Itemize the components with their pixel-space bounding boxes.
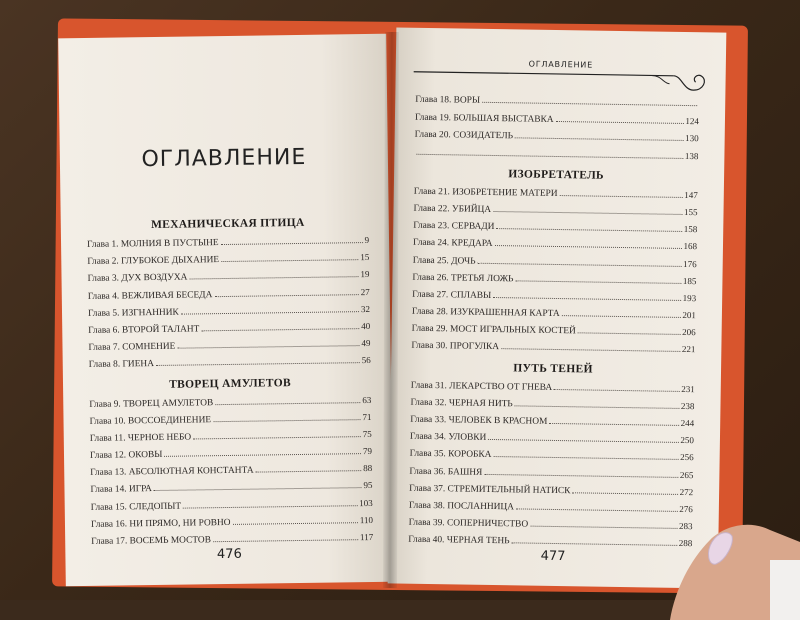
chapter-page-number: 238 (680, 400, 695, 411)
chapter-page-number: 71 (362, 411, 372, 422)
chapter-page-number: 158 (683, 224, 698, 235)
chapter-title: Глава 4. ВЕЖЛИВАЯ БЕСЕДА (87, 289, 213, 302)
chapter-title: Глава 39. СОПЕРНИЧЕСТВО (408, 517, 529, 530)
chapter-page-number: 138 (684, 150, 699, 161)
chapter-page-number: 201 (682, 310, 696, 321)
dot-leader (515, 280, 681, 284)
finger-icon (650, 520, 800, 620)
page-number-right: 477 (540, 548, 566, 565)
toc-list-left (87, 210, 374, 550)
chapter-page-number: 9 (364, 234, 370, 246)
page-number-left: 476 (216, 546, 242, 563)
chapter-title: Глава 36. БАШНЯ (409, 466, 483, 478)
chapter-title: Глава 20. СОЗИДАТЕЛЬ (414, 130, 514, 142)
right-page (388, 27, 727, 588)
chapter-title: Глава 13. АБСОЛЮТНАЯ КОНСТАНТА (90, 465, 254, 479)
chapter-title: Глава 19. БОЛЬШАЯ ВЫСТАВКА (414, 112, 554, 126)
dot-leader (501, 349, 680, 353)
chapter-title: Глава 24. КРЕДАРА (412, 238, 493, 250)
part-heading: ПУТЬ ТЕНЕЙ (513, 361, 593, 376)
chapter-page-number: 63 (362, 394, 372, 405)
chapter-title: Глава 15. СЛЕДОПЫТ (90, 501, 182, 513)
chapter-title: Глава 7. СОМНЕНИЕ (88, 341, 176, 354)
chapter-page-number: 79 (362, 446, 373, 457)
part-heading: ТВОРЕЦ АМУЛЕТОВ (169, 376, 291, 391)
dot-leader (183, 505, 357, 508)
chapter-page-number: 176 (683, 258, 697, 269)
dot-leader (256, 470, 362, 472)
chapter-title: Глава 21. ИЗОБРЕТЕНИЕ МАТЕРИ (413, 186, 558, 199)
dot-leader (493, 456, 678, 460)
dot-leader (562, 315, 681, 318)
chapter-title: Глава 22. УБИЙЦА (413, 203, 492, 215)
part-heading: МЕХАНИЧЕСКАЯ ПТИЦА (150, 216, 305, 232)
chapter-title: Глава 3. ДУХ ВОЗДУХА (87, 272, 188, 285)
dot-leader (516, 508, 677, 512)
chapter-title: Глава 18. ВОРЫ (415, 94, 481, 106)
chapter-page-number: 147 (684, 189, 698, 200)
chapter-title: Глава 37. СТРЕМИТЕЛЬНЫЙ НАТИСК (409, 483, 571, 496)
dot-leader (213, 539, 358, 542)
chapter-page-number: 56 (361, 355, 371, 366)
chapter-page-number: 250 (680, 435, 695, 446)
chapter-page-number: 265 (679, 469, 694, 480)
chapter-page-number: 27 (360, 286, 370, 297)
chapter-title: Глава 30. ПРОГУЛКА (411, 341, 500, 353)
chapter-title: Глава 38. ПОСЛАННИЦА (408, 500, 515, 513)
chapter-page-number: 193 (682, 292, 697, 304)
book-gutter (383, 32, 399, 588)
chapter-title: Глава 35. КОРОБКА (409, 449, 492, 461)
dot-leader (482, 102, 697, 106)
toc-entry (415, 126, 699, 148)
dot-leader (572, 492, 677, 495)
chapter-page-number: 272 (679, 486, 694, 497)
dot-leader (156, 362, 360, 366)
chapter-title: Глава 17. ВОСЕМЬ МОСТОВ (91, 535, 212, 547)
running-head: ОГЛАВЛЕНИЕ (528, 59, 594, 70)
dot-leader (515, 138, 683, 142)
chapter-page-number: 15 (360, 252, 370, 263)
dot-leader (495, 245, 682, 249)
chapter-title: Глава 34. УЛОВКИ (409, 431, 487, 444)
chapter-page-number: 103 (359, 497, 373, 508)
chapter-page-number: 221 (681, 344, 696, 355)
dot-leader (496, 228, 681, 232)
chapter-page-number: 168 (683, 241, 698, 252)
chapter-title: Глава 6. ВТОРОЙ ТАЛАНТ (88, 324, 200, 336)
chapter-page-number: 288 (678, 538, 693, 549)
chapter-title: Глава 14. ИГРА (90, 484, 152, 496)
chapter-title: Глава 9. ТВОРЕЦ АМУЛЕТОВ (89, 397, 214, 410)
dot-leader (189, 277, 358, 280)
chapter-page-number: 155 (683, 206, 698, 218)
chapter-title: Глава 40. ЧЕРНАЯ ТЕНЬ (408, 535, 510, 547)
chapter-title: Глава 12. ОКОВЫ (89, 449, 163, 461)
chapter-page-number: 49 (361, 338, 371, 349)
dot-leader (177, 345, 359, 349)
toc-entry (414, 143, 698, 165)
dot-leader (556, 121, 684, 124)
chapter-title: Глава 27. СПЛАВЫ (412, 289, 492, 301)
chapter-page-number: 19 (360, 269, 370, 280)
chapter-title: Глава 1. МОЛНИЯ В ПУСТЫНЕ (87, 238, 219, 250)
dot-leader (554, 389, 679, 392)
dot-leader (201, 328, 359, 331)
dot-leader (488, 439, 678, 443)
dot-leader (221, 242, 363, 245)
chapter-title: Глава 16. НИ ПРЯМО, НИ РОВНО (90, 517, 231, 530)
dot-leader (233, 522, 358, 525)
chapter-title: Глава 10. ВОССОЕДИНЕНИЕ (89, 414, 212, 427)
chapter-title: Глава 11. ЧЕРНОЕ НЕБО (89, 432, 192, 444)
dot-leader (560, 195, 683, 198)
dot-leader (193, 436, 361, 439)
chapter-page-number: 88 (363, 463, 373, 474)
chapter-page-number: 117 (359, 531, 374, 543)
part-heading: ИЗОБРЕТАТЕЛЬ (508, 167, 604, 182)
chapter-title: Глава 25. ДОЧЬ (412, 255, 476, 267)
dot-leader (215, 402, 360, 405)
chapter-title: Глава 23. СЕРВАДИ (413, 220, 495, 233)
chapter-title: Глава 29. МОСТ ИГРАЛЬНЫХ КОСТЕЙ (411, 323, 576, 337)
chapter-page-number: 130 (685, 133, 699, 144)
chapter-page-number: 276 (679, 503, 693, 515)
chapter-page-number: 256 (680, 452, 694, 463)
chapter-page-number: 283 (679, 521, 693, 532)
toc-list-right (408, 92, 699, 553)
dot-leader (493, 211, 682, 215)
page-title: ОГЛАВЛЕНИЕ (141, 144, 307, 173)
dot-leader (221, 259, 358, 262)
chapter-title: Глава 8. ГИЕНА (88, 359, 155, 371)
dot-leader (484, 473, 678, 477)
dot-leader (416, 153, 682, 158)
chapter-page-number: 40 (361, 320, 371, 332)
dot-leader (549, 423, 678, 426)
chapter-page-number: 231 (681, 383, 695, 394)
dot-leader (515, 405, 679, 409)
chapter-page-number: 185 (682, 275, 697, 286)
dot-leader (154, 488, 362, 492)
chapter-title: Глава 31. ЛЕКАРСТВО ОТ ГНЕВА (410, 380, 553, 393)
chapter-page-number: 95 (363, 480, 373, 491)
chapter-title: Глава 32. ЧЕРНАЯ НИТЬ (410, 397, 513, 410)
chapter-title: Глава 5. ИЗГНАННИК (87, 307, 179, 319)
dot-leader (493, 297, 680, 301)
dot-leader (181, 311, 359, 314)
dot-leader (478, 262, 682, 266)
chapter-page-number: 110 (359, 514, 374, 525)
dot-leader (214, 294, 358, 297)
chapter-title: Глава 26. ТРЕТЬЯ ЛОЖЬ (412, 272, 514, 284)
chapter-title: Глава 28. ИЗУКРАШЕННАЯ КАРТА (411, 306, 560, 320)
chapter-page-number: 32 (360, 303, 371, 314)
chapter-title: Глава 2. ГЛУБОКОЕ ДЫХАНИЕ (87, 255, 220, 268)
chapter-page-number: 206 (682, 327, 696, 338)
chapter-page-number: 75 (362, 428, 372, 439)
chapter-page-number: 124 (685, 116, 700, 127)
chapter-page-number: 244 (680, 417, 695, 429)
dot-leader (578, 333, 680, 336)
dot-leader (213, 419, 360, 422)
left-page (58, 34, 394, 587)
chapter-title: Глава 33. ЧЕЛОВЕК В КРАСНОМ (410, 414, 548, 427)
dot-leader (164, 453, 361, 457)
